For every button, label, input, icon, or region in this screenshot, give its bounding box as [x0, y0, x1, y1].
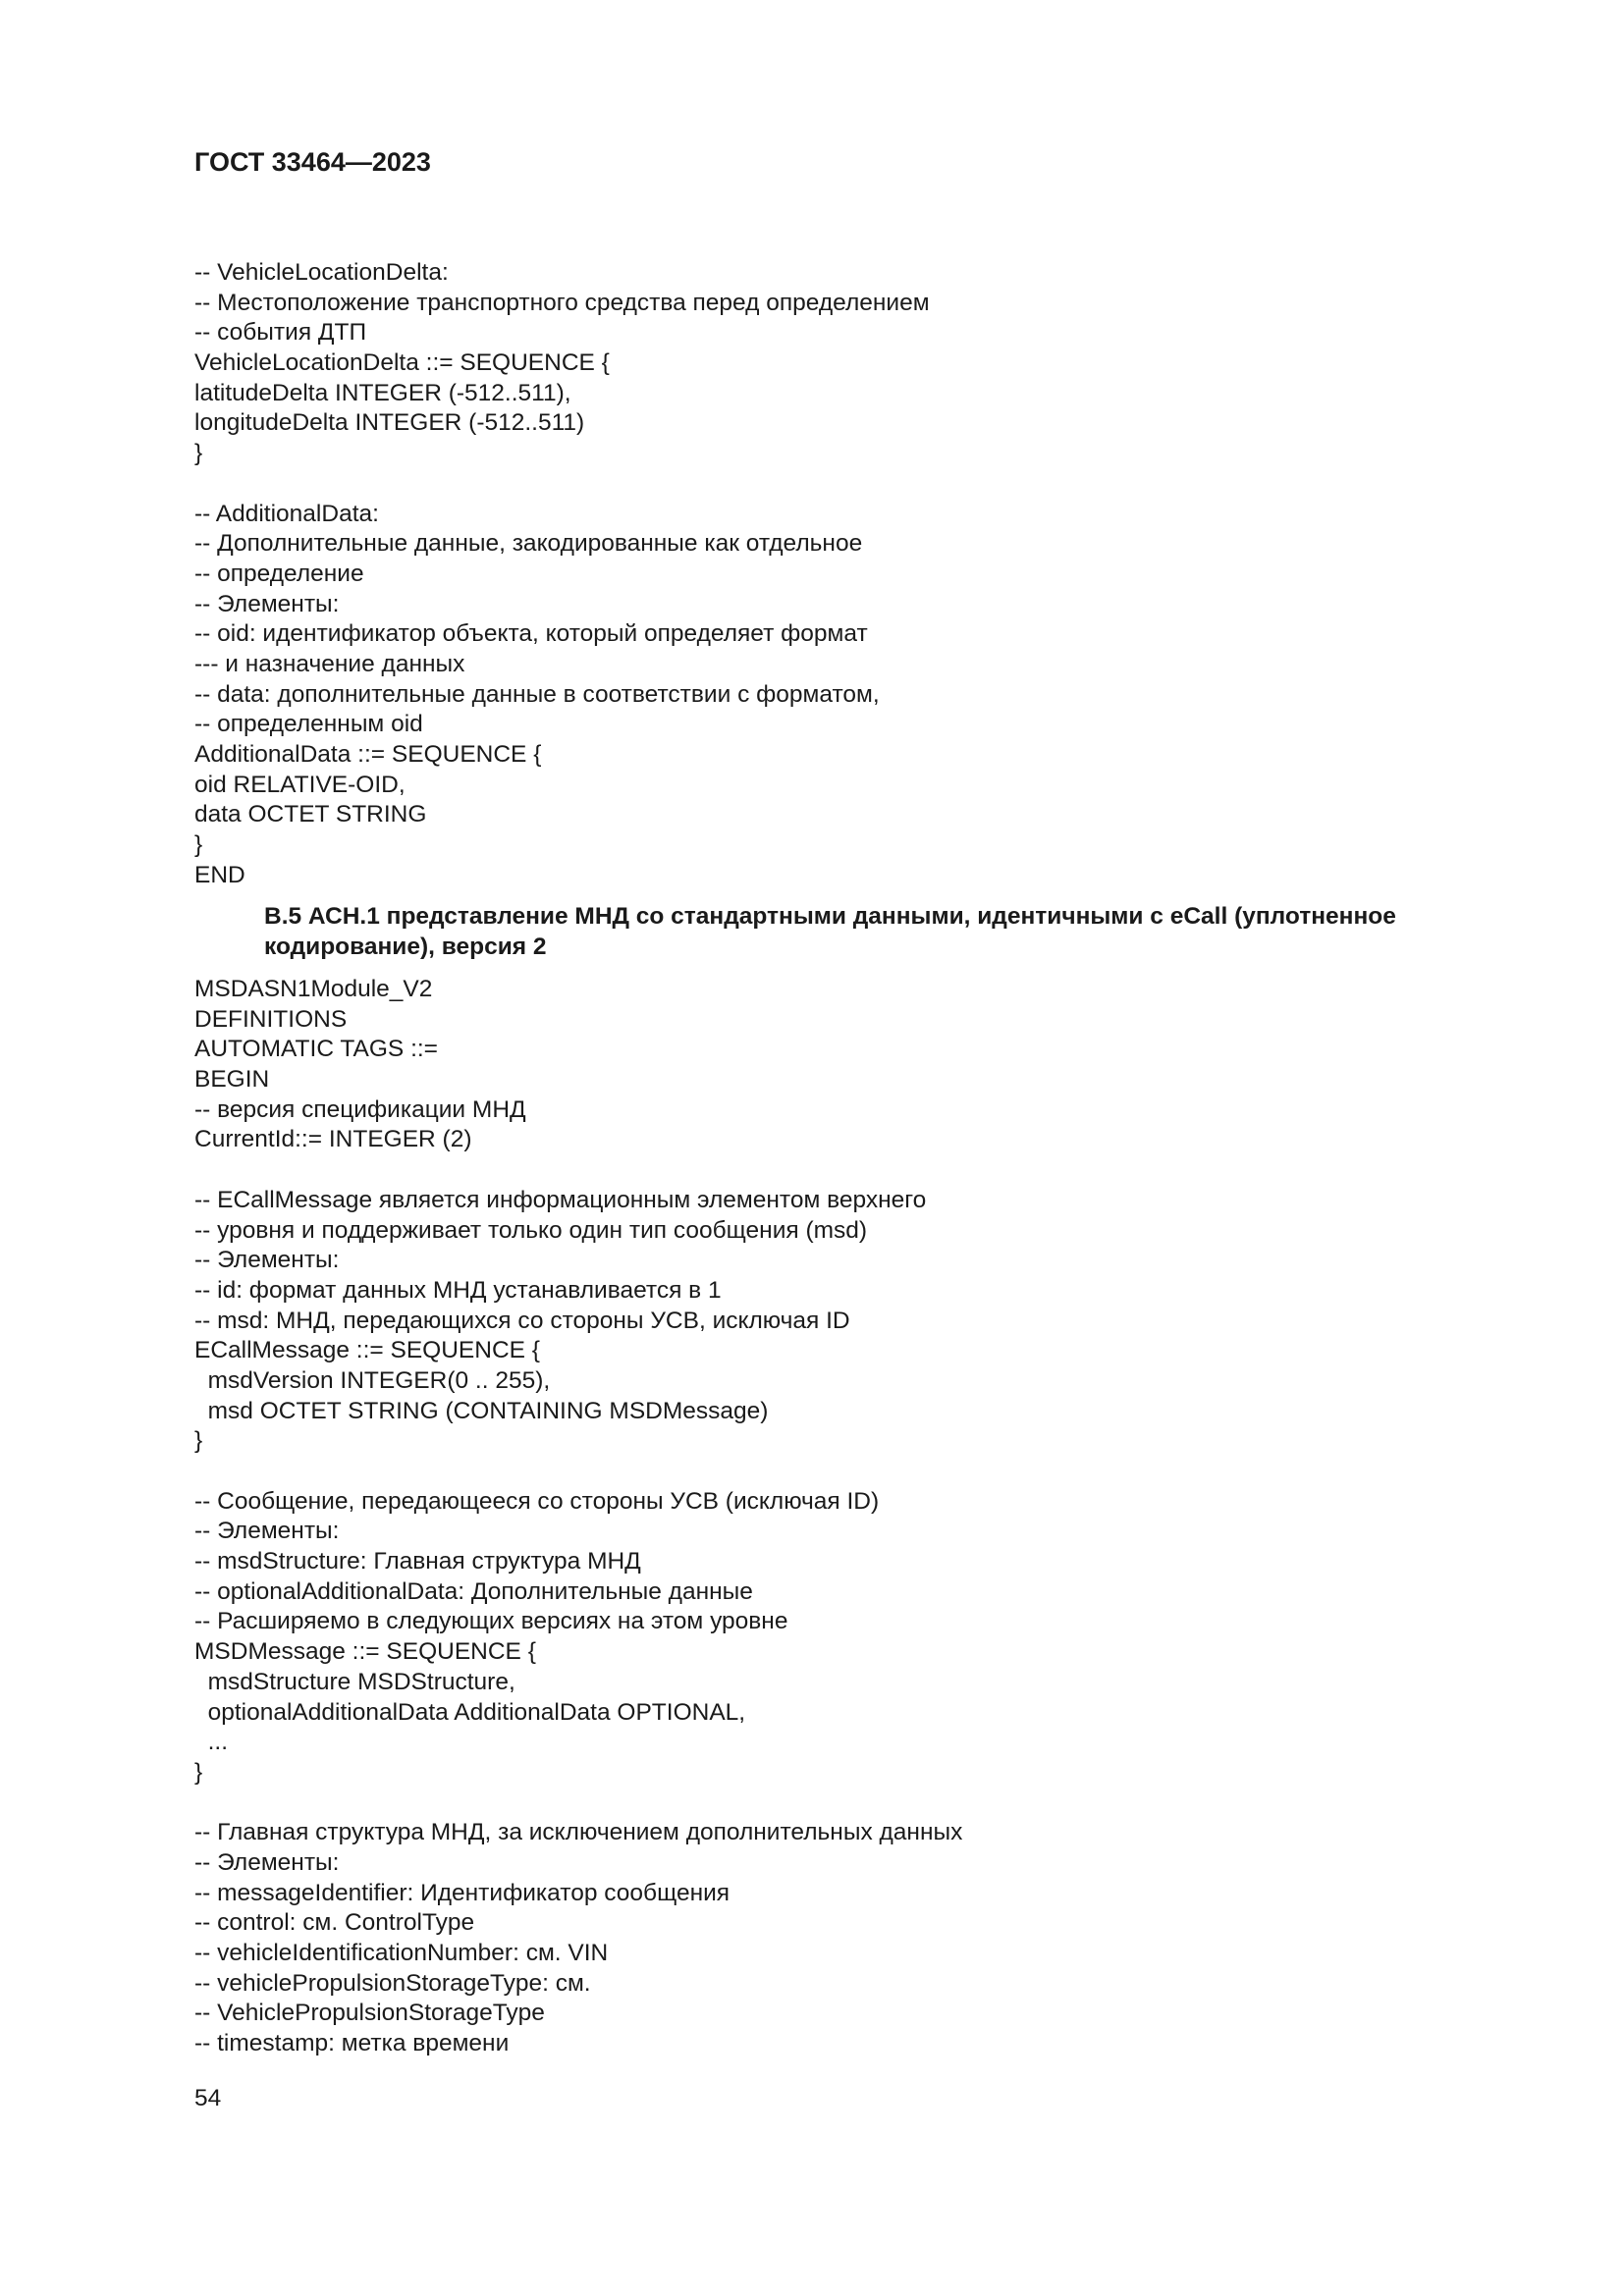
- code-line: --- и назначение данных: [194, 650, 465, 677]
- code-line: -- Дополнительные данные, закодированные как отдельное: [194, 530, 863, 558]
- code-line: -- msdStructure: Главная структура МНД: [194, 1548, 641, 1575]
- code-line: msd OCTET STRING (CONTAINING MSDMessage): [194, 1397, 769, 1424]
- code-line: CurrentId::= INTEGER (2): [194, 1126, 472, 1153]
- code-line: -- optionalAdditionalData: Дополнительные данные: [194, 1577, 753, 1605]
- code-line: BEGIN: [194, 1066, 270, 1094]
- code-line: -- vehicleIdentificationNumber: см. VIN: [194, 1940, 609, 1966]
- page-number: 54: [194, 2085, 222, 2111]
- code-line: [194, 1789, 962, 1819]
- code-line: -- id: формат данных МНД устанавливается в 1: [194, 1276, 722, 1304]
- code-line: -- Местоположение транспортного средства перед определением: [194, 289, 930, 316]
- code-line: -- определенным oid: [194, 711, 423, 738]
- code-line: -- data: дополнительные данные в соответствии с форматом,: [194, 680, 880, 708]
- code-line: -- AdditionalData:: [194, 500, 379, 527]
- code-line: [194, 1155, 962, 1186]
- code-line: [194, 469, 930, 500]
- code-line: oid RELATIVE-OID,: [194, 771, 406, 798]
- code-line: -- Главная структура МНД, за исключением дополнительных данных: [194, 1819, 963, 1846]
- code-line: -- события ДТП: [194, 319, 367, 347]
- code-line: VehicleLocationDelta ::= SEQUENCE {: [194, 349, 610, 377]
- code-line: -- vehiclePropulsionStorageType: см.: [194, 1969, 591, 1997]
- code-line: data OCTET STRING: [194, 801, 427, 828]
- code-line: MSDMessage ::= SEQUENCE {: [194, 1638, 536, 1666]
- code-line: -- ECallMessage является информационным элементом верхнего: [194, 1186, 927, 1213]
- code-line: END: [194, 861, 245, 888]
- code-line: -- VehiclePropulsionStorageType: [194, 2000, 545, 2027]
- code-line: -- control: см. ControlType: [194, 1909, 475, 1937]
- code-line: -- Элементы:: [194, 590, 340, 617]
- code-line: optionalAdditionalData AdditionalData OPTIONAL,: [194, 1698, 746, 1726]
- asn1-code-block-1: [194, 258, 930, 890]
- code-line: }: [194, 831, 203, 859]
- code-line: ...: [194, 1729, 229, 1756]
- asn1-code-block-2: [194, 975, 962, 2059]
- code-line: msdVersion INTEGER(0 .. 255),: [194, 1366, 551, 1394]
- code-line: }: [194, 1427, 203, 1455]
- code-line: -- timestamp: метка времени: [194, 2030, 510, 2057]
- code-line: ECallMessage ::= SEQUENCE {: [194, 1337, 540, 1364]
- code-line: -- messageIdentifier: Идентификатор сообщения: [194, 1879, 731, 1906]
- code-line: latitudeDelta INTEGER (-512..511),: [194, 379, 571, 406]
- code-line: -- VehicleLocationDelta:: [194, 259, 449, 286]
- code-line: DEFINITIONS: [194, 1005, 348, 1033]
- code-line: AUTOMATIC TAGS ::=: [194, 1036, 438, 1063]
- code-line: -- версия спецификации МНД: [194, 1095, 526, 1123]
- code-line: -- Сообщение, передающееся со стороны УСВ (исключая ID): [194, 1487, 880, 1515]
- code-line: -- Расширяемо в следующих версиях на этом уровне: [194, 1608, 788, 1635]
- code-line: -- msd: МНД, передающихся со стороны УСВ, исключая ID: [194, 1307, 850, 1334]
- code-line: msdStructure MSDStructure,: [194, 1668, 515, 1695]
- code-line: -- уровня и поддерживает только один тип сообщения (msd): [194, 1216, 868, 1244]
- code-line: -- определение: [194, 560, 364, 587]
- document-header: ГОСТ 33464—2023: [194, 147, 431, 177]
- code-line: AdditionalData ::= SEQUENCE {: [194, 741, 542, 768]
- code-line: -- oid: идентификатор объекта, который определяет формат: [194, 620, 868, 648]
- code-line: -- Элементы:: [194, 1518, 340, 1545]
- code-line: longitudeDelta INTEGER (-512..511): [194, 409, 585, 437]
- code-line: }: [194, 1758, 203, 1786]
- code-line: -- Элементы:: [194, 1848, 340, 1876]
- code-line: -- Элементы:: [194, 1247, 340, 1274]
- code-line: }: [194, 440, 203, 467]
- code-line: [194, 1457, 962, 1487]
- code-line: MSDASN1Module_V2: [194, 976, 433, 1002]
- section-heading: В.5 АСН.1 представление МНД со стандартными данными, идентичными с eCall (уплотненное кодирование), версия 2: [264, 903, 1396, 960]
